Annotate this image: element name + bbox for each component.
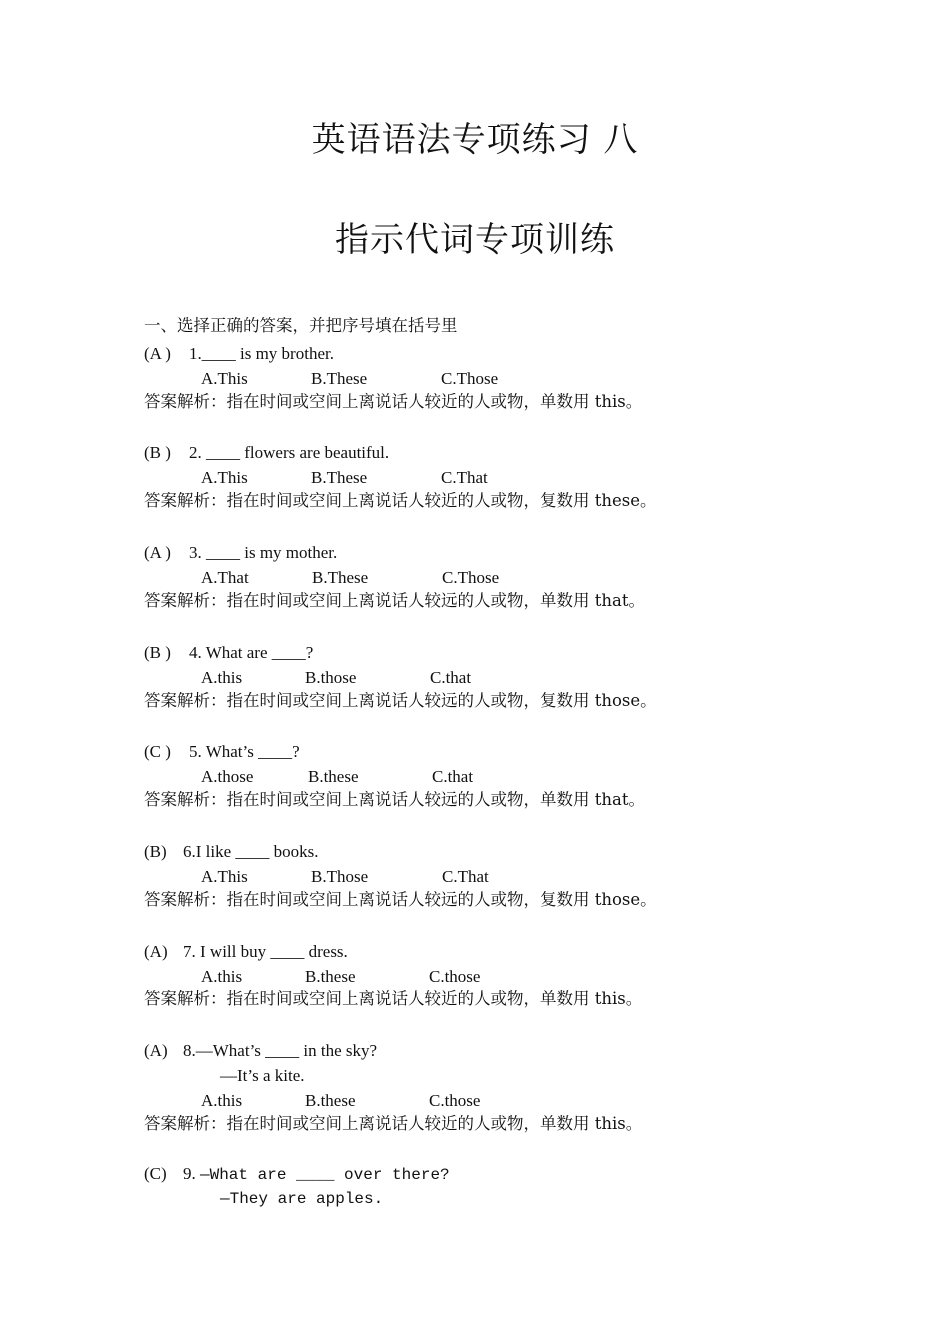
answer-3: (A ) <box>144 543 171 562</box>
explanation-1-text: 指在时间或空间上离说话人较近的人或物，单数用 this。 <box>226 392 643 411</box>
answer-9: (C) <box>144 1164 167 1183</box>
section-heading: 一、选择正确的答案，并把序号填在括号里 <box>144 316 458 335</box>
explanation-prefix: 答案解析： <box>144 392 227 411</box>
explanation-4-text: 指在时间或空间上离说话人较远的人或物，复数用 those。 <box>226 691 657 710</box>
option-7c: C.those <box>429 967 481 986</box>
question-1 <box>144 342 334 366</box>
option-8a: A.this <box>201 1091 243 1110</box>
explanation-2-text: 指在时间或空间上离说话人较近的人或物，复数用 these。 <box>226 491 657 510</box>
explanation-4 <box>144 689 657 713</box>
option-7b: B.these <box>305 967 356 986</box>
explanation-8-text: 指在时间或空间上离说话人较近的人或物，单数用 this。 <box>226 1114 643 1133</box>
page-subtitle: 指示代词专项训练 <box>335 220 615 260</box>
option-2c: C.That <box>441 468 488 487</box>
question-8-reply: —It’s a kite. <box>220 1066 305 1085</box>
option-6a: A.This <box>201 867 248 886</box>
option-1b: B.These <box>311 369 368 388</box>
option-4b: B.those <box>305 668 357 687</box>
question-6-stem: 6.I like ____ books. <box>183 842 319 861</box>
explanation-3 <box>144 589 645 613</box>
question-9-stem: —What are ____ over there? <box>200 1166 450 1184</box>
option-3c: C.Those <box>442 568 500 587</box>
explanation-prefix: 答案解析： <box>144 691 227 710</box>
answer-2: (B ) <box>144 443 171 462</box>
question-5-stem: 5. What’s ____? <box>189 742 300 761</box>
option-8c: C.those <box>429 1091 481 1110</box>
option-5a: A.those <box>201 767 254 786</box>
explanation-6-text: 指在时间或空间上离说话人较远的人或物，复数用 those。 <box>226 890 657 909</box>
option-4c: C.that <box>430 668 472 687</box>
explanation-1 <box>144 390 642 414</box>
option-6c: C.That <box>442 867 489 886</box>
question-9-reply: —They are apples. <box>220 1190 384 1208</box>
explanation-7-text: 指在时间或空间上离说话人较近的人或物，单数用 this。 <box>226 989 643 1008</box>
explanation-prefix: 答案解析： <box>144 790 227 809</box>
explanation-prefix: 答案解析： <box>144 989 227 1008</box>
option-3a: A.That <box>201 568 249 587</box>
question-4 <box>144 641 313 665</box>
answer-6: (B) <box>144 842 167 861</box>
explanation-prefix: 答案解析： <box>144 890 227 909</box>
option-5b: B.these <box>308 767 359 786</box>
question-3 <box>144 541 337 565</box>
explanation-2 <box>144 489 657 513</box>
option-7a: A.this <box>201 967 243 986</box>
answer-7: (A) <box>144 942 168 961</box>
option-3b: B.These <box>312 568 369 587</box>
question-8-stem: 8.—What’s ____ in the sky? <box>183 1041 378 1060</box>
explanation-5-text: 指在时间或空间上离说话人较远的人或物，单数用 that。 <box>226 790 645 809</box>
explanation-prefix: 答案解析： <box>144 591 227 610</box>
question-2 <box>144 441 389 465</box>
option-4a: A.this <box>201 668 243 687</box>
question-2-stem: 2. ____ flowers are beautiful. <box>189 443 390 462</box>
question-7 <box>144 940 348 964</box>
explanation-6 <box>144 888 657 912</box>
explanation-7 <box>144 987 642 1011</box>
answer-1: (A ) <box>144 344 171 363</box>
explanation-8 <box>144 1112 642 1136</box>
answer-8: (A) <box>144 1041 168 1060</box>
answer-4: (B ) <box>144 643 171 662</box>
option-1c: C.Those <box>441 369 499 388</box>
option-2a: A.This <box>201 468 248 487</box>
question-8 <box>144 1039 377 1063</box>
question-3-stem: 3. ____ is my mother. <box>189 543 338 562</box>
option-8b: B.these <box>305 1091 356 1110</box>
question-7-stem: 7. I will buy ____ dress. <box>183 942 348 961</box>
explanation-5 <box>144 788 645 812</box>
question-9-number: 9. <box>183 1164 200 1183</box>
page-title: 英语语法专项练习 八 <box>311 120 639 160</box>
explanation-prefix: 答案解析： <box>144 491 227 510</box>
question-9 <box>144 1162 450 1187</box>
question-5 <box>144 740 300 764</box>
question-6 <box>144 840 319 864</box>
answer-5: (C ) <box>144 742 171 761</box>
question-4-stem: 4. What are ____? <box>189 643 314 662</box>
option-6b: B.Those <box>311 867 369 886</box>
option-5c: C.that <box>432 767 474 786</box>
explanation-3-text: 指在时间或空间上离说话人较远的人或物，单数用 that。 <box>226 591 645 610</box>
explanation-prefix: 答案解析： <box>144 1114 227 1133</box>
question-1-stem: 1.____ is my brother. <box>189 344 334 363</box>
option-2b: B.These <box>311 468 368 487</box>
option-1a: A.This <box>201 369 248 388</box>
